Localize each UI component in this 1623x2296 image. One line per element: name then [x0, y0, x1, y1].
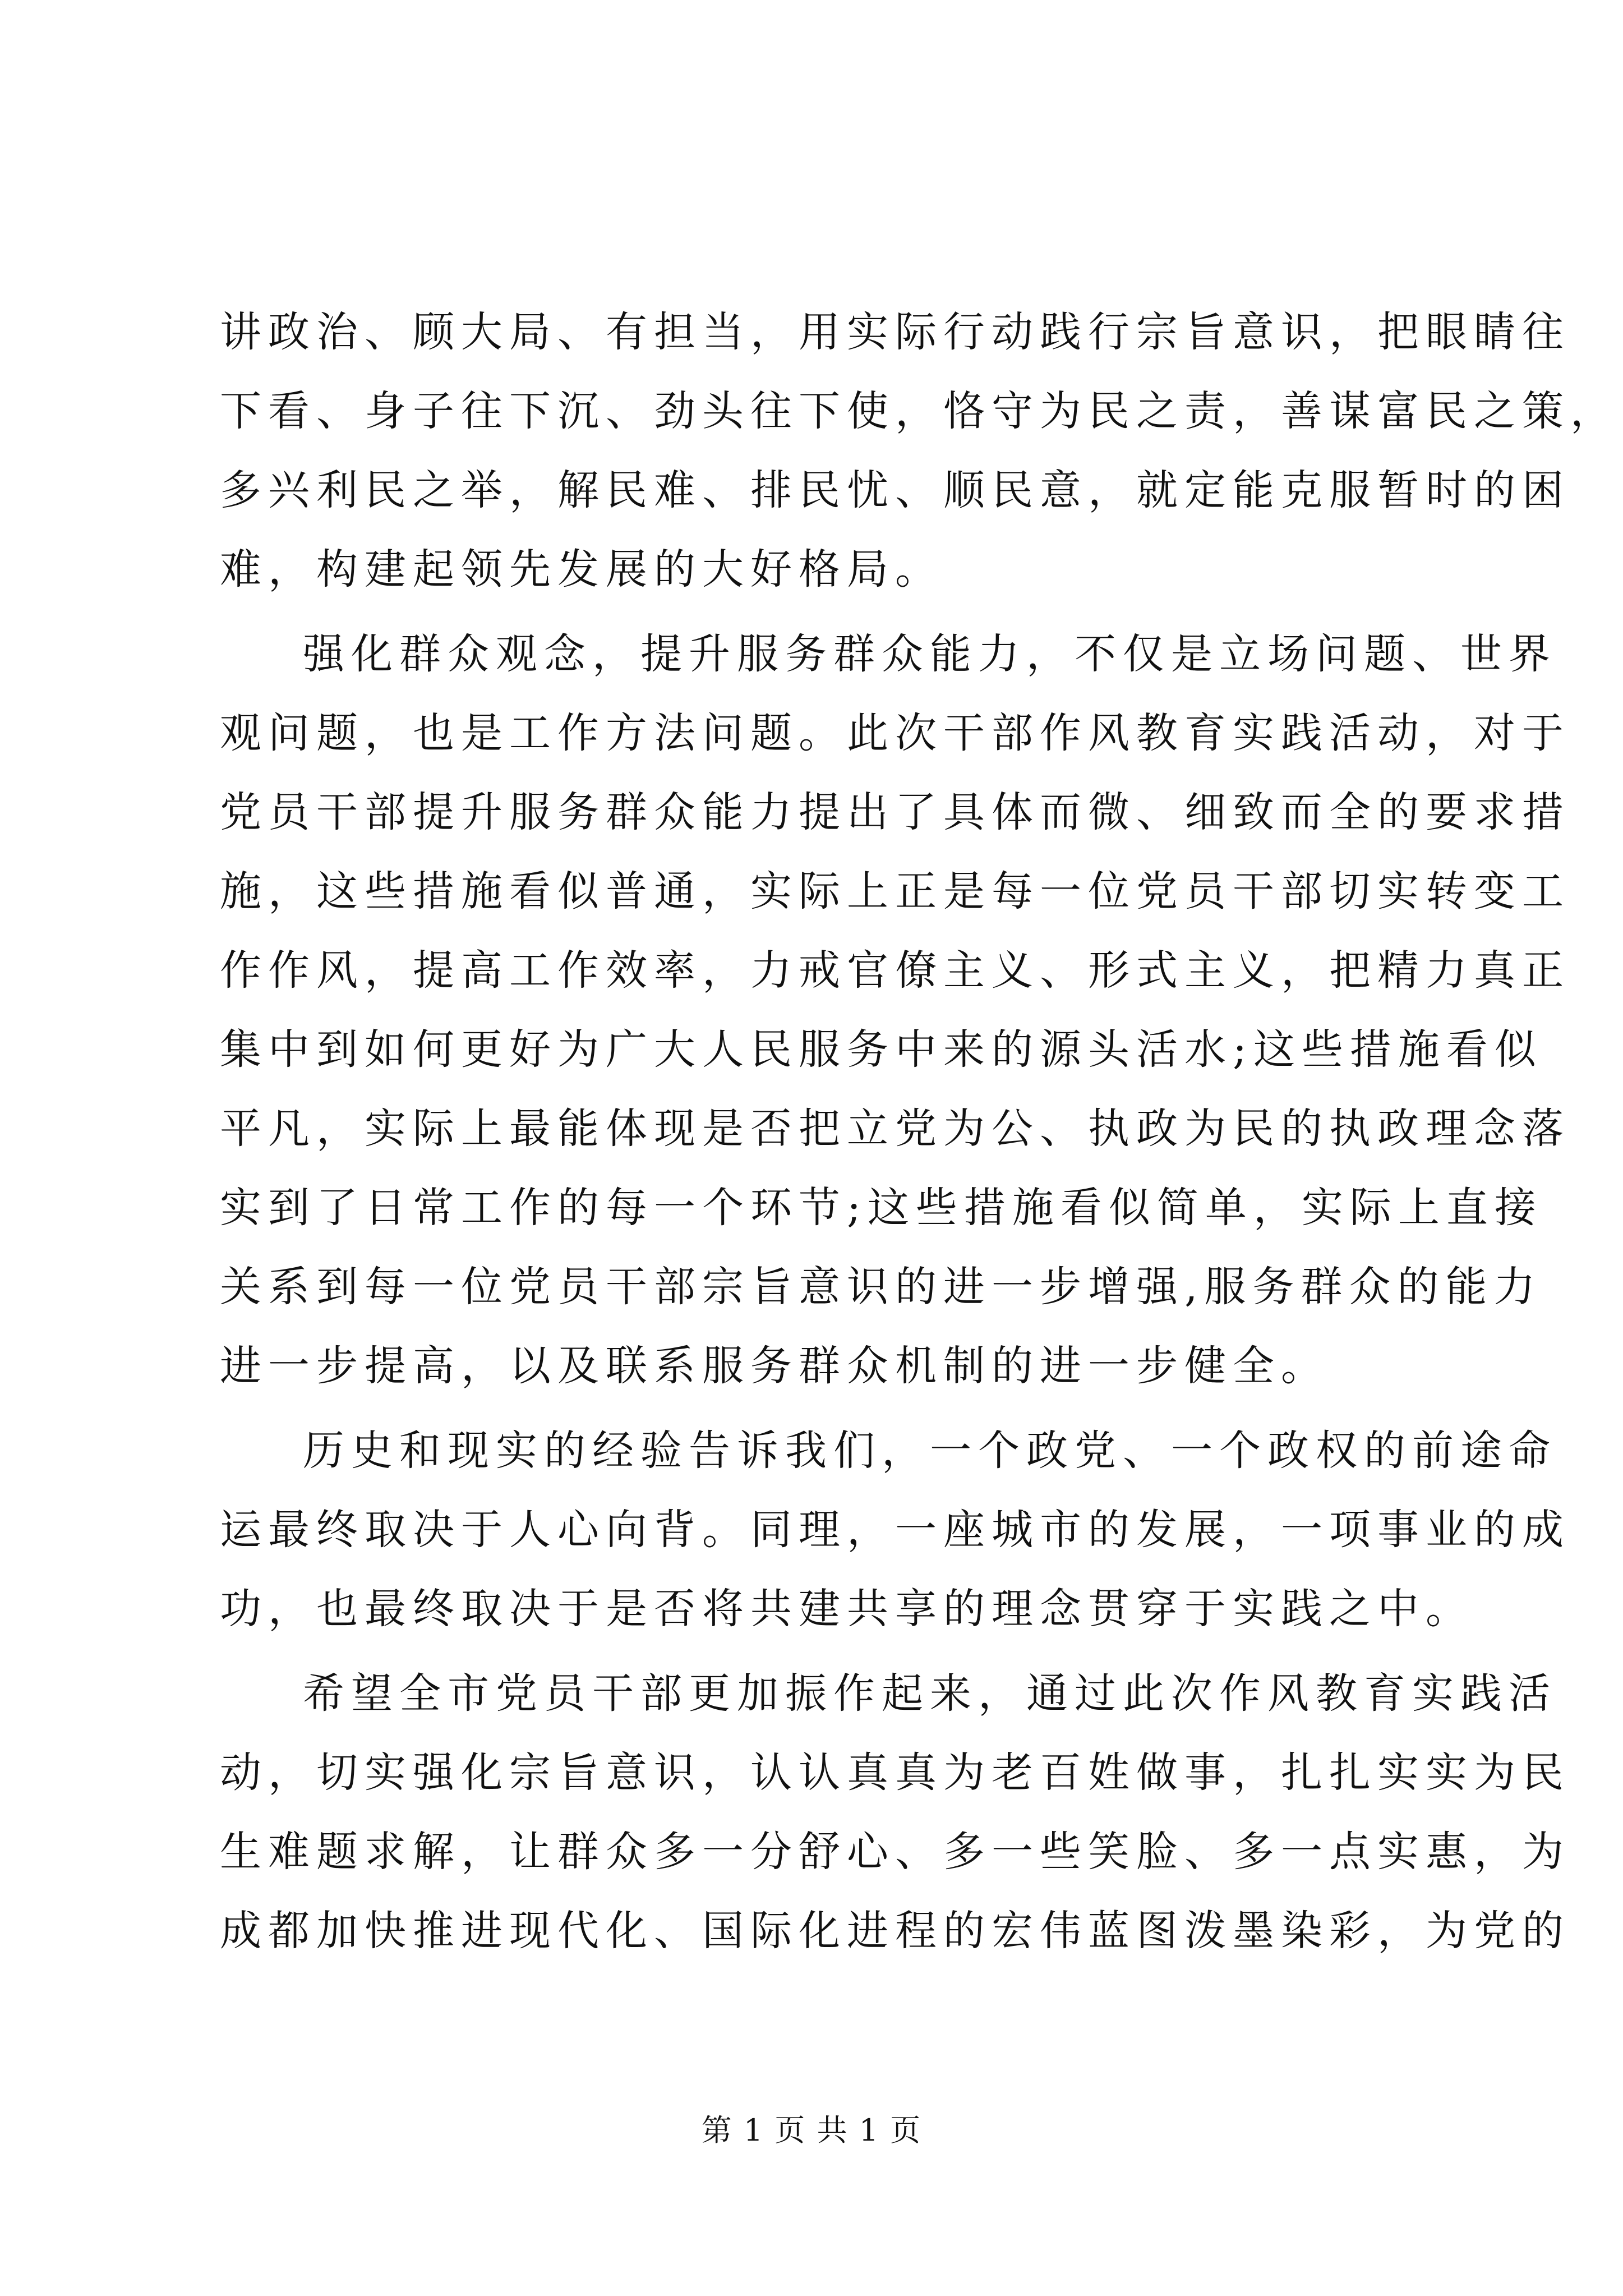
text-line: 难，构建起领先发展的大好格局。	[220, 545, 943, 593]
text-line: 进一步提高，以及联系服务群众机制的进一步健全。	[220, 1342, 1329, 1390]
text-line: 功，也最终取决于是否将共建共享的理念贯穿于实践之中。	[220, 1585, 1474, 1633]
page-number-footer: 第 1 页 共 1 页	[701, 2113, 922, 2148]
text-line: 希望全市党员干部更加振作起来，通过此次作风教育实践活	[303, 1669, 1557, 1718]
text-line: 观问题，也是工作方法问题。此次干部作风教育实践活动，对于	[220, 709, 1570, 757]
text-line: 下看、身子往下沉、劲头往下使，恪守为民之责，善谋富民之策，	[220, 387, 1619, 435]
text-line: 成都加快推进现代化、国际化进程的宏伟蓝图泼墨染彩，为党的	[220, 1907, 1570, 1955]
text-line: 讲政治、顾大局、有担当，用实际行动践行宗旨意识，把眼睛往	[220, 308, 1570, 356]
text-line: 生难题求解，让群众多一分舒心、多一些笑脸、多一点实惠，为	[220, 1828, 1570, 1876]
text-line: 历史和现实的经验告诉我们，一个政党、一个政权的前途命	[303, 1427, 1557, 1475]
text-line: 施，这些措施看似普通，实际上正是每一位党员干部切实转变工	[220, 867, 1570, 915]
text-line: 党员干部提升服务群众能力提出了具体而微、细致而全的要求措	[220, 788, 1570, 836]
text-line: 动，切实强化宗旨意识，认认真真为老百姓做事，扎扎实实为民	[220, 1749, 1570, 1797]
text-line: 多兴利民之举，解民难、排民忧、顺民意，就定能克服暂时的困	[220, 466, 1570, 514]
text-line: 关系到每一位党员干部宗旨意识的进一步增强,服务群众的能力	[220, 1263, 1542, 1311]
text-line: 平凡，实际上最能体现是否把立党为公、执政为民的执政理念落	[220, 1105, 1570, 1153]
text-line: 运最终取决于人心向背。同理，一座城市的发展，一项事业的成	[220, 1506, 1570, 1554]
text-line: 实到了日常工作的每一个环节;这些措施看似简单，实际上直接	[220, 1184, 1543, 1232]
text-line: 集中到如何更好为广大人民服务中来的源头活水;这些措施看似	[220, 1025, 1543, 1074]
text-line: 强化群众观念，提升服务群众能力，不仅是立场问题、世界	[303, 630, 1557, 678]
text-line: 作作风，提高工作效率，力戒官僚主义、形式主义，把精力真正	[220, 946, 1570, 995]
